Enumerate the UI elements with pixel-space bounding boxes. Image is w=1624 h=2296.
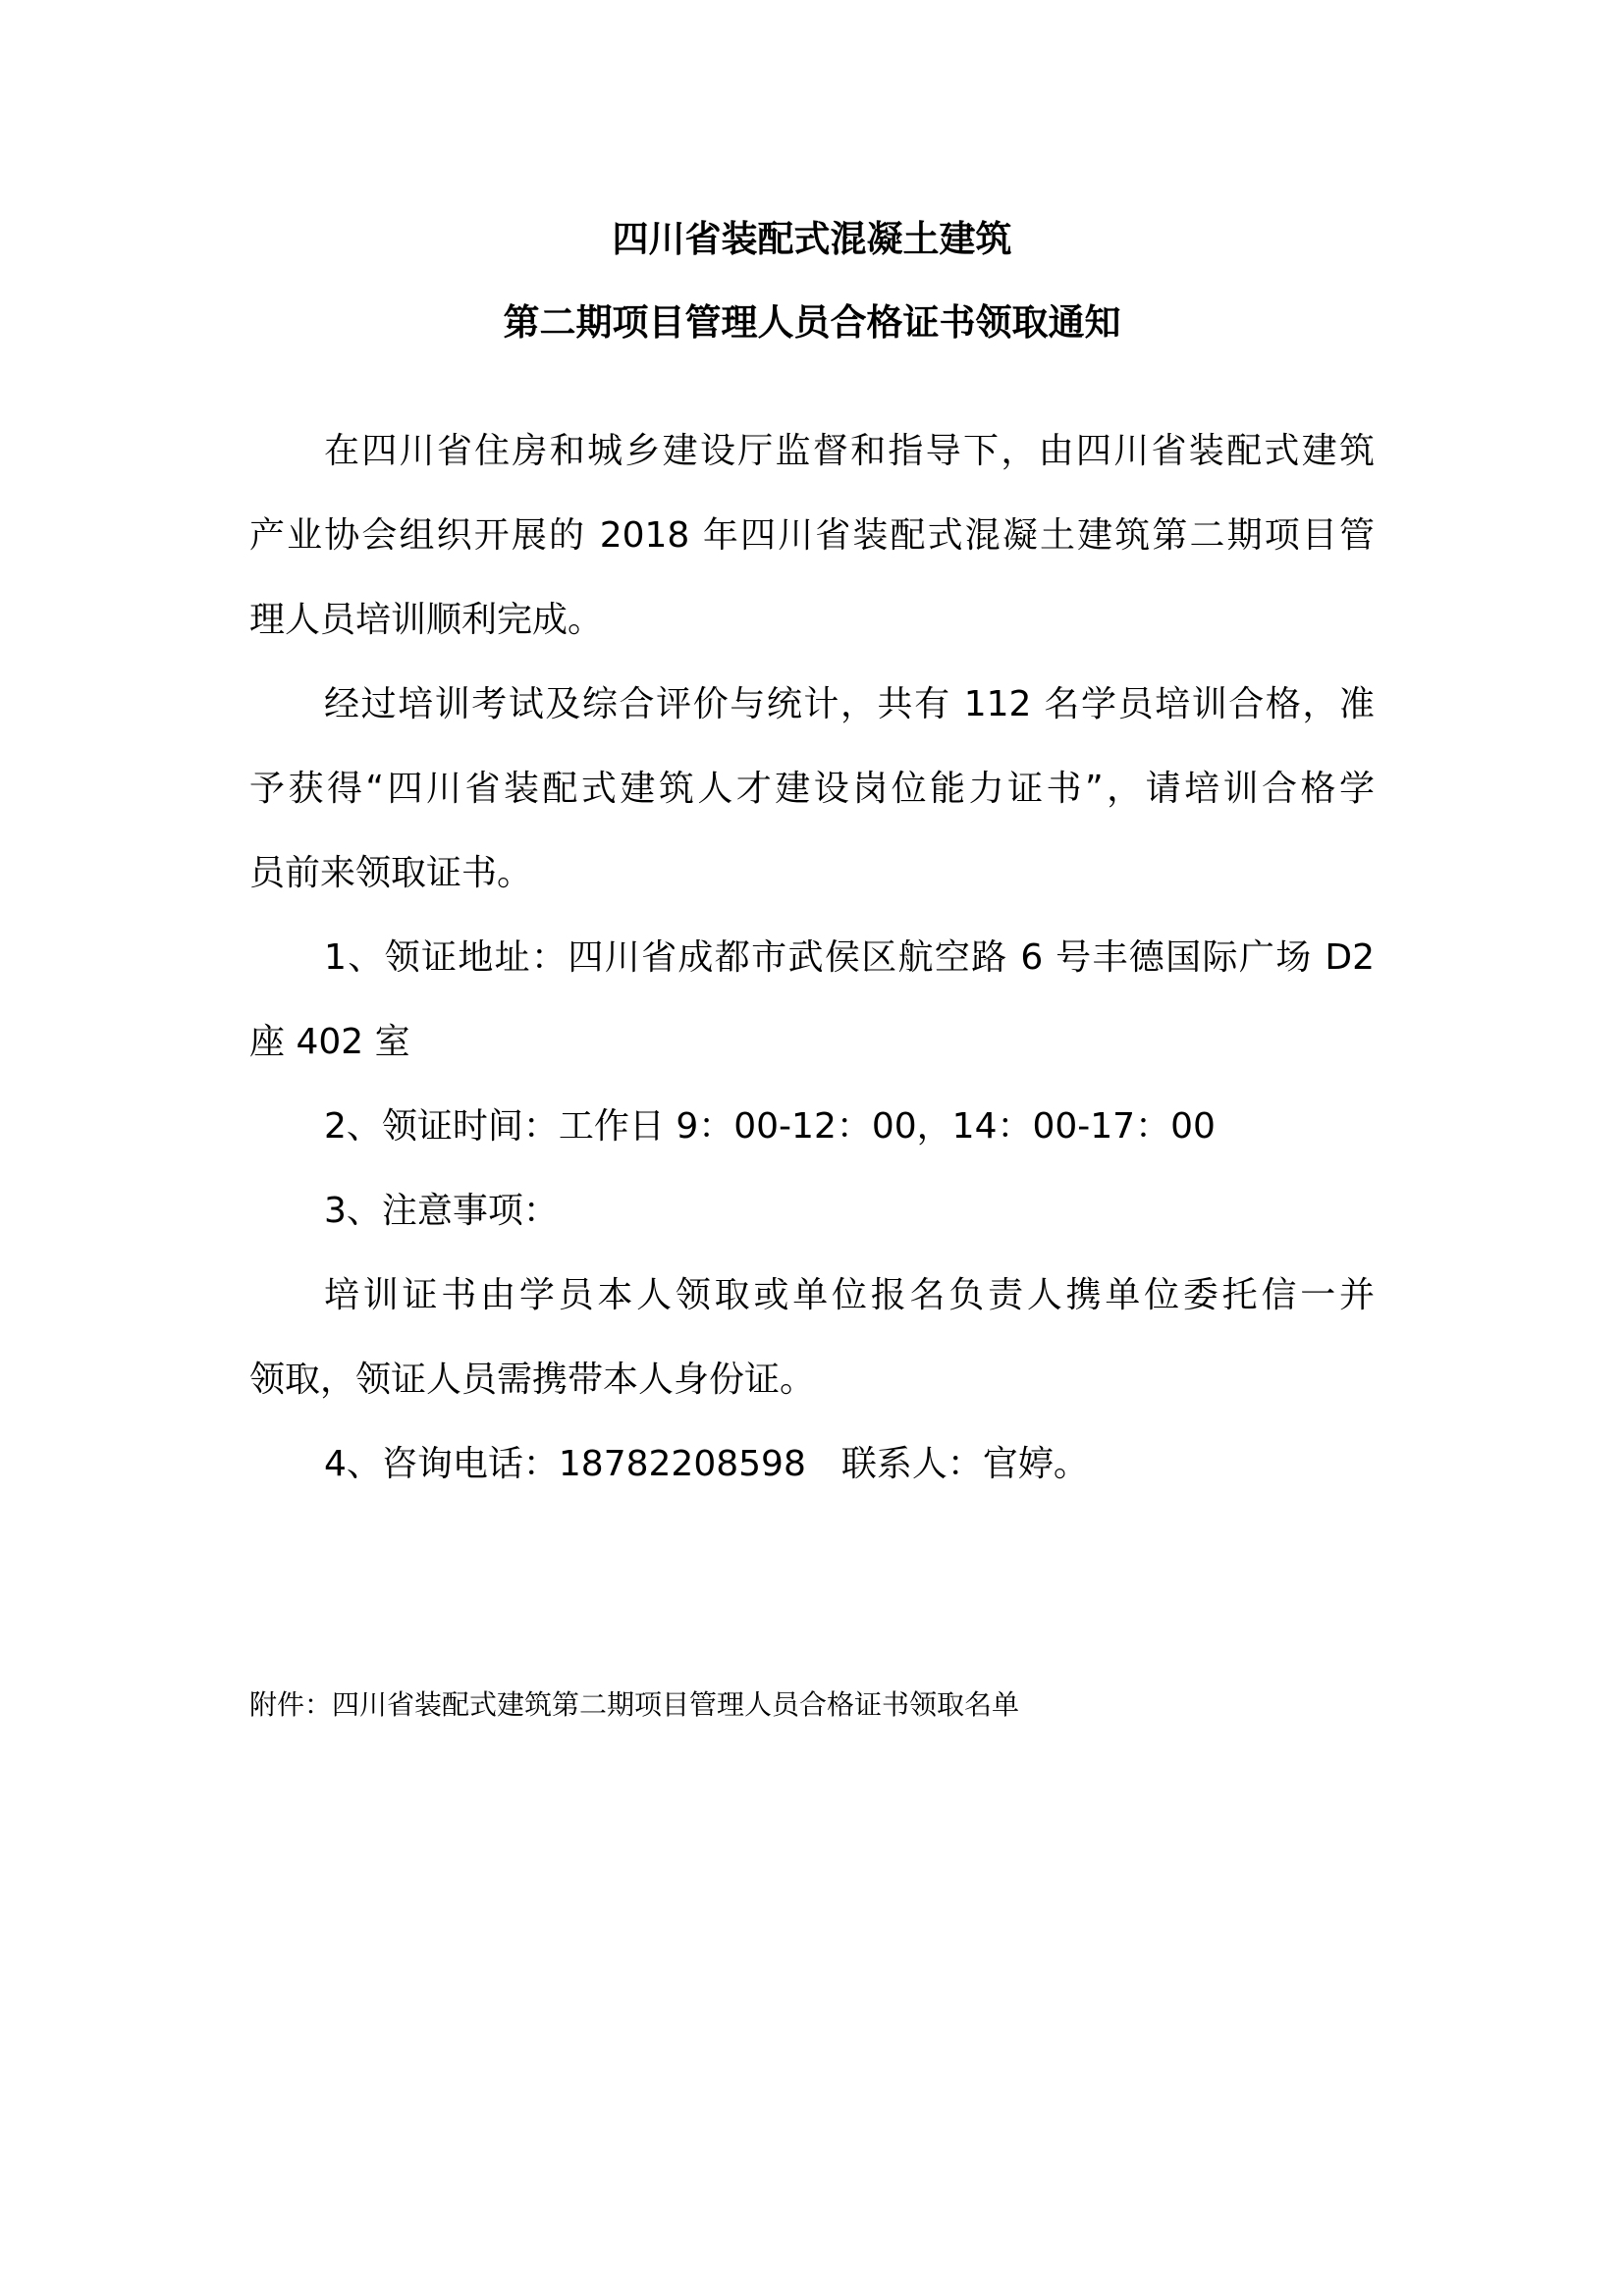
paragraph-1-line-1: 在四川省住房和城乡建设厅监督和指导下，由四川省装配式建筑 xyxy=(324,431,1375,471)
item-2-hours: 2、领证时间：工作日 9：00-12：00，14：00-17：00 xyxy=(324,1106,1216,1147)
title-line-2: 第二期项目管理人员合格证书领取通知 xyxy=(503,301,1121,344)
paragraph-2-line-1: 经过培训考试及综合评价与统计，共有 112 名学员培训合格，准 xyxy=(324,684,1375,724)
notes-line-2: 领取，领证人员需携带本人身份证。 xyxy=(249,1360,816,1400)
title-line-1: 四川省装配式混凝土建筑 xyxy=(612,218,1012,260)
notes-line-1: 培训证书由学员本人领取或单位报名负责人携单位委托信一并 xyxy=(324,1275,1375,1315)
paragraph-2-line-2: 予获得“四川省装配式建筑人才建设岗位能力证书”，请培训合格学 xyxy=(249,769,1375,809)
paragraph-1-line-3: 理人员培训顺利完成。 xyxy=(249,600,604,640)
item-1-address-line-2: 座 402 室 xyxy=(249,1022,410,1062)
item-3-notes-heading: 3、注意事项： xyxy=(324,1191,559,1231)
paragraph-2-line-3: 员前来领取证书。 xyxy=(249,853,533,893)
item-1-address-line-1: 1、领证地址：四川省成都市武侯区航空路 6 号丰德国际广场 D2 xyxy=(324,937,1375,978)
item-4-contact: 4、咨询电话：18782208598 联系人：官婷。 xyxy=(324,1444,1089,1484)
attachment-note: 附件：四川省装配式建筑第二期项目管理人员合格证书领取名单 xyxy=(249,1688,1020,1721)
paragraph-1-line-2: 产业协会组织开展的 2018 年四川省装配式混凝土建筑第二期项目管 xyxy=(249,515,1375,556)
